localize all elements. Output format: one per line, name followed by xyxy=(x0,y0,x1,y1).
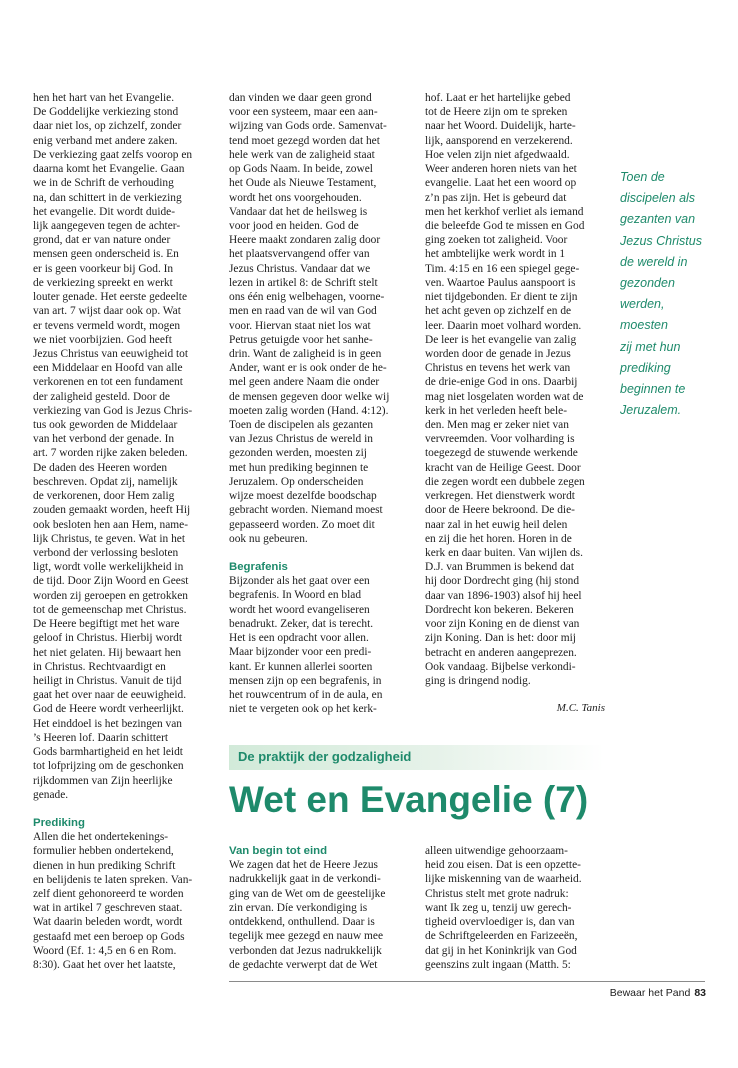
heading-prediking: Prediking xyxy=(33,816,85,829)
footer-rule xyxy=(229,981,705,982)
article-column-3 xyxy=(425,91,610,688)
article-title: Wet en Evangelie (7) xyxy=(229,779,589,820)
section-banner-label: De praktijk der godzaligheid xyxy=(238,749,412,764)
column-1-text-bottom: Allen die het ondertekenings- formulier hebben ondertekend, dienen in hun prediking Schrift en belijdenis te laten spreken. Van- zelf dient gehonoreerd te worden wat in artikel 7 geschreven staat. Wat daarin beleden wordt, wordt gestaafd met een beroep op Gods Woord (Ef. 1: 4,5 en 6 en Rom. 8:30). Gaat het over het laatste, xyxy=(33,831,193,972)
new-article-column-2-text: alleen uitwendige gehoorzaam- heid zou eisen. Dat is een opzette- lijke miskenning van de waarheid. Christus stelt met grote nadruk: want Ik zeg u, tenzij uw gerech- tigheid overvloediger is, dan van de Schriftgeleerden en Farizeeën, dat gij in het Koninkrijk van God geenszins zult ingaan (Matth. 5: xyxy=(425,845,582,971)
pull-quote: Toen de discipelen als gezanten van Jezus Christus de wereld in gezonden werden, moesten zij met hun prediking beginnen te Jeruzalem. xyxy=(620,170,702,418)
column-1-text-top: hen het hart van het Evangelie. De Goddelijke verkiezing stond daar niet los, op zichzelf, zonder enig verband met andere zaken. De verkiezing gaat zelfs voorop en daarna komt het Evangelie. Gaan we in de Schrift de verhouding na, dan schittert in de verkiezing het evangelie. Dit wordt duide- lijk aangegeven tegen de achter- grond, dat er van nature onder mensen geen onderscheid is. En er is geen voorkeur bij God. In de verkiezing spreekt en werkt louter genade. Het eerste gedeelte van art. 7 wijst daar ook op. Wat er tevens vermeld wordt, mogen we niet voorbijzien. God heeft Jezus Christus van eeuwigheid tot een Middelaar en Hoofd van alle verkorenen en tot een fundament der zaligheid gesteld. Door de verkiezing van God is Jezus Chris- tus ook geworden de Middelaar van het verbond der genade. In art. 7 worden rijke zaken beleden. De daden des Heeren worden beschreven. Opdat zij, namelijk de verkorenen, door Hem zalig zouden gemaakt worden, heeft Hij ook besloten hen aan Hem, name- lijk Christus, te geven. Wat in het verbond der verlossing besloten ligt, wordt volle werkelijkheid in de tijd. Door Zijn Woord en Geest worden zij geroepen en getrokken tot de gemeenschap met Christus. De Heere begiftigt met het ware geloof in Christus. Hierbij wordt het niet gelaten. Hij bewaart hen in Christus. Rechtvaardigt en heiligt in Christus. Vanuit de tijd gaat het over naar de eeuwigheid. God de Heere wordt verheerlijkt. Het einddoel is het bezingen van ’s Heeren lof. Daarin schittert Gods barmhartigheid en het leidt tot lofprijzing om de geschonken rijkdommen van Zijn heerlijke genade. xyxy=(33,92,193,801)
section-banner xyxy=(229,745,604,770)
column-2-text-bottom: Bijzonder als het gaat over een begrafenis. In Woord en blad wordt het woord evangeliseren benadrukt. Zeker, dat is terecht. Het is een opdracht voor allen. Maar bijzonder voor een predi- kant. Er kunnen allerlei soorten mensen zijn op een begrafenis, in het rouwcentrum of in de aula, en niet te vergeten ook op het kerk- xyxy=(229,575,383,716)
column-2-text-top: dan vinden we daar geen grond voor een systeem, maar een aan- wijzing van Gods orde. Samenvat- tend moet gezegd worden dat het hele werk van de zaligheid staat op Gods Naam. In beide, zowel het Oude als Nieuwe Testament, wordt het ons voorgehouden. Vandaar dat het de heilsweg is voor jood en heiden. God de Heere maakt zondaren zalig door het plaatsvervangend offer van Jezus Christus. Vandaar dat we lezen in artikel 8: de Schrift stelt ons één enig welbehagen, voorne- men en raad van de wil van God voor. Hiervan staat niet los wat Petrus getuigde voor het sanhe- drin. Want de zaligheid is in geen Ander, want er is ook onder de he- mel geen andere Naam die onder de mensen gegeven door welke wij moeten zalig worden (Hand. 4:12). Toen de discipelen als gezanten van Jezus Christus de wereld in gezonden werden, moesten zij met hun prediking beginnen te Jeruzalem. Op onderscheiden wijze moest dezelfde boodschap gebracht worden. Niemand moest gepasseerd worden. Zo moet dit ook nu gebeuren. xyxy=(229,92,390,545)
page-footer xyxy=(610,987,706,999)
magazine-name: Bewaar het Pand xyxy=(609,987,691,999)
new-article-column-1 xyxy=(229,844,414,972)
article-column-2 xyxy=(229,91,414,716)
heading-begrafenis: Begrafenis xyxy=(229,561,288,573)
article-column-1 xyxy=(33,91,218,972)
heading-van-begin-tot-eind: Van begin tot eind xyxy=(229,845,328,857)
author-signature: M.C. Tanis xyxy=(556,702,605,714)
new-article-column-1-text: We zagen dat het de Heere Jezus nadrukkelijk gaat in de verkondi- ging van de Wet om de geestelijke zin ervan. Díe verkondiging is ontdekkend, onthullend. Daar is tegelijk mee gezegd en nauw mee verbonden dat Jezus nadrukkelijk de gedachte verwerpt dat de Wet xyxy=(229,859,386,971)
column-3-text: hof. Laat er het hartelijke gebed tot de Heere zijn om te spreken naar het Woord. Duidelijk, harte- lijk, aansporend en verzekerend. Hoe velen zijn niet afgedwaald. Weer anderen horen niets van het evangelie. Laat het een woord op z’n pas zijn. Het is gebeurd dat men het kerkhof verliet als iemand die beleefde God te missen en God ging zoeken tot zaligheid. Voor het ambtelijke werk wordt in 1 Tim. 4:15 en 16 een spiegel gege- ven. Waartoe Paulus aanspoort is niet tijdgebonden. Er dient te zijn het acht geven op zichzelf en de leer. Daarin moet volhard worden. De leer is het evangelie van zalig worden door de genade in Jezus Christus en tevens het werk van de drie-enige God in ons. Daarbij mag niet losgelaten worden wat de kerk in het verleden heeft bele- den. Men mag er zeker niet van vervreemden. Voor volharding is toegezegd de stuwende werkende kracht van de Heilige Geest. Door die zegen wordt een dubbele zegen verkregen. Het dienstwerk wordt door de Heere bekroond. De die- naar zal in het euwig heil delen en zij die het horen. Horen in de kerk en daar buiten. Van wijlen ds. D.J. van Brummen is bekend dat hij door Dordrecht ging (hij stond daar van 1896-1903) alsof hij heel Dordrecht kon bekeren. Bekeren voor zijn Koning en de dienst van zijn Koning. Dan is het: door mij betracht en anderen aangeprezen. Ook vandaag. Bijbelse verkondi- ging is dringend nodig. xyxy=(425,92,585,687)
page-number: 83 xyxy=(694,987,706,999)
new-article-column-2 xyxy=(425,844,610,972)
